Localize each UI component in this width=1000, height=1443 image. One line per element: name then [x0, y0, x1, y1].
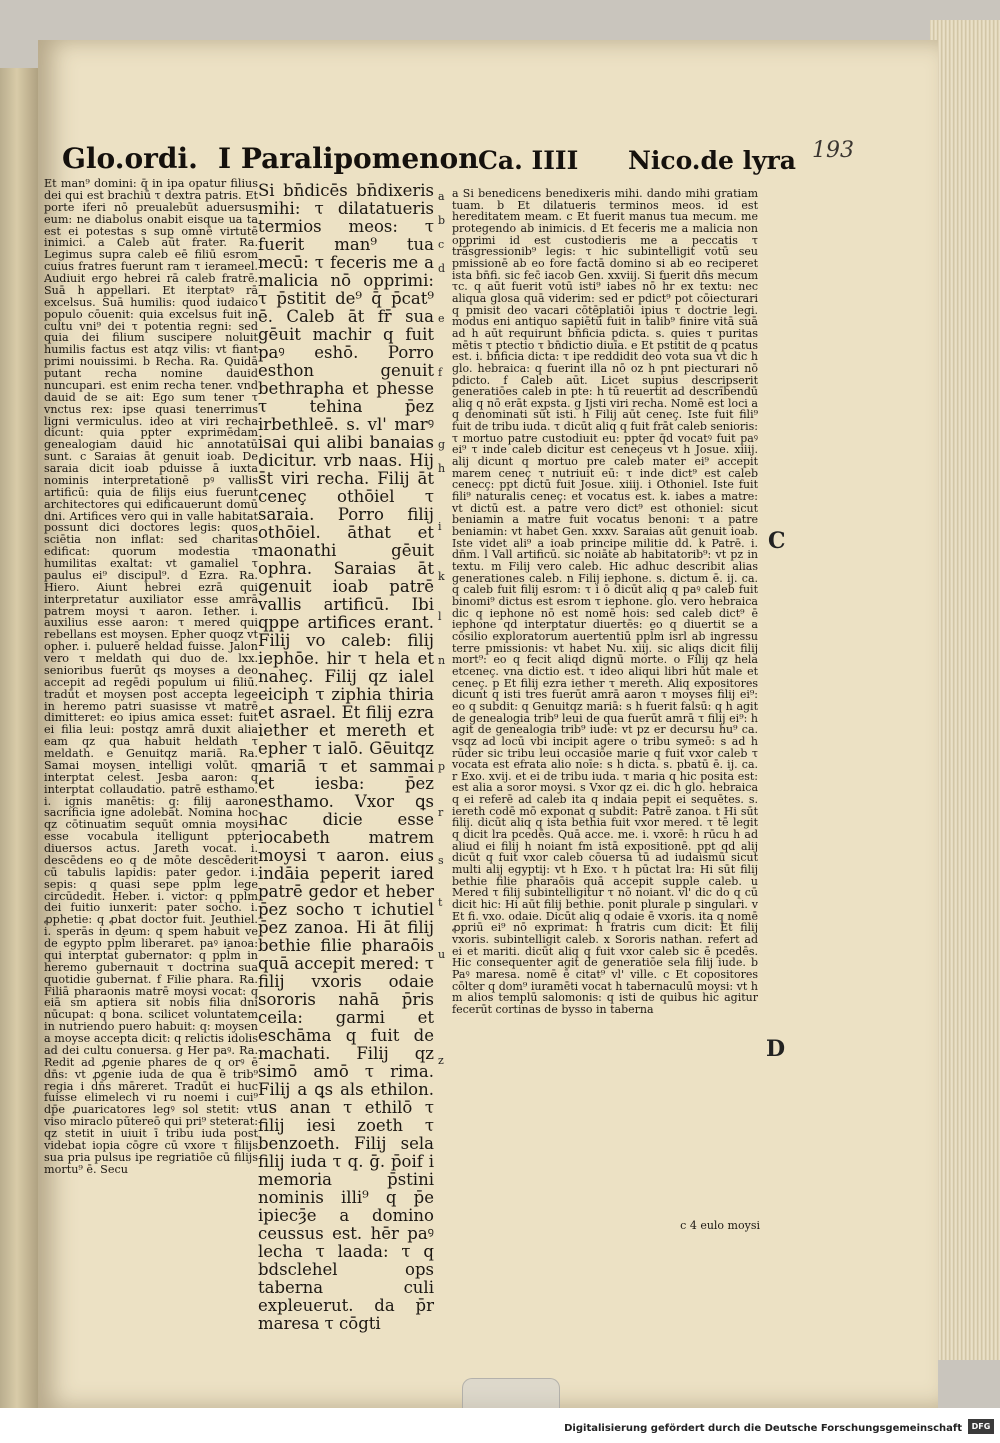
lyra-column: a Si benedicens benedixeris mihi. dando mihi gratiam tuam. b Et dilatueris terminos meos. id est hereditatem meam. c Et fuerit manus tua mecum. me protegendo ab inimicis. d Et feceris me a malicia non opprimi id est custodieris me a peccatis τ trāsgressionib⁹ legis: τ hic subintelligit votū seu pmissionē ab eo fore factā domino si ab eo reciperet ista bn̄fi. sic fec̄ iacob Gen. xxviij. Si fuerit dn̄s mecum τc. q aūt fuerit votū isti⁹ iabes nō h̄r ex textu: nec aliqua glosa quā viderim: sed er pdict⁹ pot cōiecturari q pmisit deo vacari cōtēplatiōi ipius τ doctrie legi. modus eni antiquo sapiētū fuit in talib⁹ finire vitā suā ad h aūt requirunt bn̄ficia pdicta. s. quies τ puritas mētis τ ptectio τ bn̄dictio diuīa. e Et pstitit de q pcatus est. i. bn̄ficia dicta: τ ipe reddidit deo vota sua vt dic h glo. hebraica: q fuerint illa nō oz h pnt piecturari nō pdicto. f Caleb aūt. Licet supius descripserit generatiōes caleb in pte: h tū reuertit ad descrībendū aliq q nō erāt expsta. g Ijsti viri recha. Nomē est loci a q denominati sūt isti. h Filij aūt ceneç. Iste fuit fili⁹ fuit de tribu iuda. τ dicūt aliq q fuit frāt caleb senioris: τ mortuo patre custodiuit eu: ppter q̄d vocatꝰ fuit paꝰ ei⁹ τ inde caleb dicitur est ceneçeus vt h Josue. xiiij. alij dicunt q mortuo pre caleb mater ei⁹ accepit marem ceneç τ nutriuit eū: τ inde dict⁹ est caleb cenecç: ppt dictū fuit Josue. xiiij. i Othoniel. Iste fuit fili⁹ naturalis ceneç: et vocatus est. k. iabes a matre: vt dictū est. a patre vero dict⁹ est othoniel: sicut beniamin a matre fuit vocatus benoni: τ a patre beniamin: vt habet Gen. xxxv. Saraias aūt genuit ioab. Iste videt ali⁹ a ioab principe militie dd. k Patrē. i. dn̄m. l Vall artificū. sic noiāte ab habitatorib⁹: vt pz in textu. m Filij vero caleb. Hic adhuc describit alias generationes caleb. n Filij iephone. s. dictum ē. ij. ca. q caleb fuit filij esrom: τ i ō dicūt aliq q paꝰ caleb fuit binomi⁹ dictus est esrom τ iephone. glo. vero hebraica dic q iephone nō est nomē hois: sed caleb dict⁹ ē iephone qd interptatur diuertēs: eo q diuertit se a cōsilio exploratorum auertentiū ppl̄m isrl ab ingressu terre pmissionis: vt habet Nu. xiij. sic aliqs dicit filij mort⁹: eo q fecit aliqd dignū morte. o Filij qz hela etceneç. vna dictio est. τ ideo aliqui libri hūt male et ceneç. p Et filij ezra iether τ mereth. Aliq expositores dicunt q isti tres fuerūt amrā aaron τ moyses filij ei⁹: eo q subdit: q Genuitqz mariā: s h fuerit falsū: q h agit de genealogia trib⁹ leui de qua fuerūt amrā τ filij ei⁹: h agit de genealogia trib⁹ iude: vt pz er decursu hu⁹ ca. vsqz ad locū vbi incipit agere o tribu symeō: s ad h rūder sic tribu leui occasiōe marie q fuit vxor caleb τ vocata est efrata alio noīe: s h dicta. s. pbatū ē. ij. ca. r Exo. xvij. et ei de tribu iuda. τ maria q hic posita est: est alia a soror moysi. s Vxor qz ei. dic h glo. hebraica q ei referē ad caleb ita q indaia pepit ei sequētes. s. iereth codē mō exponat q subdit: Patrē zanoa. t Hi sūt filij. dicūt aliq q ista bethia fuit vxor mered. τ tē legit q dicit lra pcedēs. Quā acce. me. i. vxorē: h rūcu h ad aliud ei filij h noiant fm istā expositionē. ppt qd alij dicūt q fuit vxor caleb cōuersa tū ad iudaismū sicut multi alij egyptij: vt h Exo. τ h pūctat lra: Hi sūt filij bethie filie pharaōis quā accepit supple caleb. u Mered τ filij subintelligitur τ nō noiant. vl' dic do q cū dicit hic: Hi aūt filij bethie. ponit plurale p singulari. v Et fi. vxo. odaie. Dicūt aliq q odaie ē vxoris. ita q nomē ꝓpriū ei⁹ nō exprimat: h fratris cum dicit: Et filij vxoris. subintelligit caleb. x Sororis nathan. refert ad ei et mariti. dicūt aliq q fuit vxor caleb sic ē pcedēs. Hic consequenter agit de generatiōe sela filij iude. b Paꝰ maresa. nomē ē citat⁹ vl' ville. c Et copositores cōlter q dom⁹ iuramēti vocat h tabernaculū moysi: vt h m alios templū salomonis: q isti de quibus hic agitur fecerūt cortinas de bysso in taberna — [452, 187, 758, 1016]
scripture-column: Si bn̄dicēs bn̄dixeris mihi: τ dilatatueris termios meos: τ fuerit man⁹ tua mecū: τ feceris me a malicia nō opprimi: τ p̄stitit de⁹ q̄ p̄cat⁹ ē. Caleb āt fr̄ sua gēuit machir q fuit paꝰ eshō. Porro esthon genuit bethrapha et phesse τ tehina p̄ez irbethleē. s. vl' marꝰ isai qui alibi banaias dicitur. vrb naas. Hij s̄t viri recha. Filij āt ceneç othōiel τ saraia. Porro filij othōiel. āthat et maonathi gēuit ophra. Saraias āt genuit ioab patrē vallis artificū. Ibi qppe artifices erant. Filij vo caleb: filij iephōe. hir τ hela et naheç. Filij qz ialel eiciph τ ziphia thiria et asrael. Et filij ezra iether et mereth et epher τ ialō. Gēuitqz mariā τ et sammai et iesba: p̄ez esthamo. Vxor ꝗs hac dicie esse iocabeth matrem moysi τ aaron. eius indāia peperit iared patrē gedor et heber p̄ez socho τ ichutiel p̄ez zanoa. Hi āt filij bethie filie pharaōis quā accepit mered: τ filij vxoris odaie sororis nahā p̄ris ceila: garmi et eschāma q fuit de machati. Filij qz simō amō τ rima. Filij a ꝗs als ethilon. us anan τ ethilō τ filij iesi zoeth τ benzoeth. Filij sela filij iuda τ q. ḡ. p̄oif i memoria p̄stini nominis illi⁹ q p̄e ipiecȝ̄e a domino ceussus est. hēr paꝰ lecha τ laada: τ q bdsclehel ops taberna culi expleuerut. da p̄r maresa τ cōgti — [258, 181, 434, 1334]
margin-mark-d: D — [766, 1036, 786, 1062]
margin-mark-c: C — [768, 528, 786, 554]
header-gloss-label: Glo.ordi. — [62, 142, 198, 175]
credit-text: Digitalisierung gefördert durch die Deutsche Forschungsgemeinschaft — [564, 1423, 962, 1434]
dfg-logo: DFG — [968, 1419, 994, 1434]
left-page-edge — [0, 68, 42, 1408]
header-book-title: I Paralipomenon — [218, 142, 479, 175]
folio-number: 193 — [812, 138, 854, 163]
header-author-label: Nico.de lyra — [628, 146, 796, 175]
right-page-edges — [930, 20, 1000, 1360]
signature-line: c 4 eulo moysi — [680, 1219, 760, 1232]
header-chapter-label: Ca. IIII — [478, 146, 579, 175]
gloss-column: Et man⁹ domini: q̄ in ipa opatur filius dei qui est brachiū τ dextra patris. Et porte iferi nō preualebūt aduersus eum: ne diabolus onabit eisque ua ta est ei potestas s sup omnē virtutē inimici. a Caleb aūt frater. Ra. Legimus supra caleb eē filiū esrom cuius fratres fuerunt ram τ ierameel. Audiuit ergo hebrei rā caleb fratrē. Suā h appellari. Et iterptatꝰ rā excelsus. Suā humilis: quod iudaico populo cōuenit: quia excelsus fuit in cultu vni⁹ dei τ potentia regni: sed quia dei filium suscipere noluit humilis factus est atqz vilis: vt fiant primi nouissimi. b Recha. Ra. Quidā putant recha nomine dauid nuncupari. est enim recha tener. vnd dauid de se ait: Ego sum tener τ vnctus rex: ipse quasi tenerrimus ligni vermiculus. ideo at viri recha dicunt: quia ppter exprimēdam genealogiam dauid hic annotatū sunt. c Saraias āt genuit ioab. De saraia dicit ioab pduisse ā iuxta nominis interpretationē pꝰ vallis artificū: quia de filijs eius fuerunt architectores qui edificauerunt domū dni. Artifices vero qui in valle habitat possunt dici doctores legis: quos sciētia non inflat: sed charitas edificat: quorum modestia τ humilitas exaltat: vt gamaliel τ paulus ei⁹ discipul⁹. d Ezra. Ra. Hiero. Aiunt hebrei ezrā qui interpretatur auxiliator esse amrā patrem moysi τ aaron. Iether. i. auxilius esse aaron: τ mered qui rebellans est moysen. Epher quoqz vt opher. i. puluerē heldad fuisse. Jalon vero τ meldath qui duo de. lxx. senioribus fuerūt qs moyses a deo accepit ad regēdi populum ui filiū. tradūt et moysen post accepta lege in heremo patri suasisse vt matrē dimitteret: eo ipius amica esset: fuit ei filia leui: postqz amrā duxit alia eam qz qua habuit heldath τ meldath. e Genuitqz mariā. Ra. Samai moysen intelligi volūt. q interptat celest̄. Jesba aaron: q interptat collaudatio. patrē esthamo. i. ignis manētis: q: filij aaron sacrificia igne adolebāt. Nomina hoc qz cōtinuatim sequūt omnia moysi esse vocabula itelligunt ppter diuersos actus. Jareth vocat. i. descēdens eo q de mōte descēderit cū tabulis lapidis: pater gedor. i. sepis: q quasi sepe ppl̄m lege circūdedit. Heber. i. victor: q ppl̄m dei fuitio iunxerit: pater socho. i. ꝓphetie: q ꝓbat doctor fuit. Jeuthiel. i. sperās in deum: q spem habuit ve de egypto ppl̄m liberaret. paꝰ ianoa: qui interptat gubernator: q ppl̄m in heremo gubernauit τ doctrina sua quotidie gubernat. f Filie phara. Ra. Filiā pharaonis matrē moysi vocat: q eiā sm aptiera sit nobis filia dni nūcupat: q bona. scilicet voluntatem in nutriendo puero habuit: q: moysen a moyse accepta dicit: q relictis idolis ad dei cultu conuersa. g Her paꝰ. Ra. Redit ad ꝓgenie phares de q orꝰ ē dn̄s: vt ꝓgenie iuda de qua ē trib⁹ regia i dn̄s māreret. Tradūt ei huc fuisse elimelech vi ru noemi i cui⁹ dp̄e ꝓuaricatores legꝰ sol stetit: vt viso miraclo pūtereō qui pri⁹ steterat: qz stetit in uiuit ī tribu iuda post videbat iopia cōgre cū vxore τ filijs sua pria pulsus ipe regriatiōe cū filijs mortu⁹ ē. Secu — [44, 177, 258, 1176]
page-scan: Glo.ordi. I Paralipomenon Ca. IIII Nico.de lyra 193 Et man⁹ domini: q̄ in ipa opatur filius dei qui est brachiū τ dextra patris. Et porte iferi nō preualebūt aduersus eum: ne diabolus onabit eisque ua ta est ei potestas s sup omnē virtutē inimici. a Caleb aūt frater. Ra. Legimus supra caleb eē filiū esrom cuius fratres fuerunt ram τ ierameel. Audiuit ergo hebrei rā caleb fratrē. Suā h appellari. Et iterptatꝰ rā excelsus. Suā humilis: quod iudaico populo cōuenit: quia excelsus fuit in cultu vni⁹ dei τ potentia regni: sed quia dei filium suscipere noluit humilis factus est atqz vilis: vt fiant primi nouissimi. b Recha. Ra. Quidā putant recha nomine dauid nuncupari. est enim recha tener. vnd dauid de se ait: Ego sum tener τ vnctus rex: ipse quasi tenerrimus ligni vermiculus. ideo at viri recha dicunt: quia ppter exprimēdam genealogiam dauid hic annotatū sunt. c Saraias āt genuit ioab. De saraia dicit ioab pduisse ā iuxta nominis interpretationē pꝰ vallis artificū: quia de filijs eius fuerunt architectores qui edificauerunt domū dni. Artifices vero qui in valle habitat possunt dici doctores legis: quos sciētia non inflat: sed charitas edificat: quorum modestia τ humilitas exaltat: vt gamaliel τ paulus ei⁹ discipul⁹. d Ezra. Ra. Hiero. Aiunt hebrei ezrā qui interpretatur auxiliator esse amrā patrem moysi τ aaron. Iether. i. auxilius esse aaron: τ mered qui rebellans est moysen. Epher quoqz vt opher. i. puluerē heldad fuisse. Jalon vero τ meldath qui duo de. lxx. senioribus fuerūt qs moyses a deo accepit ad regēdi populum ui filiū. tradūt et moysen post accepta lege in heremo patri suasisse vt matrē dimitteret: eo ipius amica esset: fuit ei filia leui: postqz amrā duxit alia eam qz qua habuit heldath τ meldath. e Genuitqz mariā. Ra. Samai moysen intelligi volūt. q interptat celest̄. Jesba aaron: q interptat collaudatio. patrē esthamo. i. ignis manētis: q: filij aaron sacrificia igne adolebāt. Nomina hoc qz cōtinuatim sequūt omnia moysi esse vocabula itelligunt ppter diuersos actus. Jareth vocat. i. descēdens eo q de mōte descēderit cū tabulis lapidis: pater gedor. i. sepis: q quasi sepe ppl̄m lege circūdedit. Heber. i. victor: q ppl̄m dei fuitio iunxerit: pater socho. i. ꝓphetie: q ꝓbat doctor fuit. Jeuthiel. i. sperās in deum: q spem habuit ve de egypto ppl̄m liberaret. paꝰ ianoa: qui interptat gubernator: q ppl̄m in heremo gubernauit τ doctrina sua quotidie gubernat. f Filie phara. Ra. Filiā pharaonis matrē moysi vocat: q eiā sm aptiera sit nobis filia dni nūcupat: q bona. scilicet voluntatem in nutriendo puero habuit: q: moysen a moyse accepta dicit: q relictis idolis ad dei cultu conuersa. g Her paꝰ. Ra. Redit ad ꝓgenie phares de q orꝰ ē dn̄s: vt ꝓgenie iuda de qua ē trib⁹ regia i dn̄s māreret. Tradūt ei huc fuisse elimelech vi ru noemi i cui⁹ dp̄e ꝓuaricatores legꝰ sol stetit: vt viso miraclo pūtereō qui pri⁹ steterat: qz stetit in uiuit ī tribu iuda post videbat iopia cōgre cū vxore τ filijs sua pria pulsus ipe regriatiōe cū filijs mortu⁹ ē. Secu Si bn̄dicēs bn̄dixeris mihi: τ dilatatueris termios meos: τ fuerit man⁹ tua mecū: τ feceris me a malicia nō opprimi: τ p̄stitit de⁹ q̄ p̄cat⁹ ē. Caleb āt fr̄ sua gēuit machir q fuit paꝰ eshō. Porro esthon genuit bethrapha et phesse τ tehina p̄ez irbethleē. s. vl' marꝰ isai qui alibi banaias dicitur. vrb naas. Hij s̄t viri recha. Filij āt ceneç othōiel τ saraia. Porro filij othōiel. āthat et maonathi gēuit ophra. Saraias āt genuit ioab patrē vallis artificū. Ibi qppe artifices erant. Filij vo caleb: filij iephōe. hir τ hela et naheç. Filij qz ialel eiciph τ ziphia thiria et asrael. Et filij ezra iether et mereth et epher τ ialō. Gēuitqz mariā τ et sammai et iesba: p̄ez esthamo. Vxor ꝗs hac dicie esse iocabeth matrem moysi τ aaron. eius indāia peperit iared patrē gedor et heber p̄ez socho τ ichutiel p̄ez zanoa. Hi āt filij bethie filie pharaōis quā accepit mered: τ filij vxoris odaie sororis nahā p̄ris ceila: garmi et eschāma q fuit de machati. Filij qz simō amō τ rima. Filij a ꝗs als ethilon. us anan τ ethilō τ filij iesi zoeth τ benzoeth. Filij sela filij iuda τ q. ḡ. p̄oif i memoria p̄stini nominis illi⁹ q p̄e ipiecȝ̄e a domino ceussus est. hēr paꝰ lecha τ laada: τ q bdsclehel ops taberna culi expleuerut. da p̄r maresa τ cōgti a b c d e f g h i k l n p r s t u z a Si benedicens benedixeris mihi. dando mihi gratiam tuam. b Et dilatueris terminos meos. id est hereditatem meam. c Et fuerit manus tua mecum. me protegendo ab inimicis. d Et feceris me a malicia non opprimi id est custodieris me a peccatis τ trāsgressionib⁹ legis: τ hic subintelligit votū seu pmissionē ab eo fore factā domino si ab eo reciperet ista bn̄fi. sic fec̄ iacob Gen. xxviij. Si fuerit dn̄s mecum τc. q aūt fuerit votū isti⁹ iabes nō h̄r ex textu: nec aliqua glosa quā viderim: sed er pdict⁹ pot cōiecturari q pmisit deo vacari cōtēplatiōi ipius τ doctrie legi. modus eni antiquo sapiētū fuit in talib⁹ finire vitā suā ad h aūt requirunt bn̄ficia pdicta. s. quies τ puritas mētis τ ptectio τ bn̄dictio diuīa. e Et pstitit de q pcatus est. i. bn̄ficia dicta: τ ipe reddidit deo vota sua vt dic h glo. hebraica: q fuerint illa nō oz h pnt piecturari nō pdicto. f Caleb aūt. Licet supius descripserit generatiōes caleb in pte: h tū reuertit ad descrībendū aliq q nō erāt expsta. g Ijsti viri recha. Nomē est loci a q denominati sūt isti. h Filij aūt ceneç. Iste fuit fili⁹ fuit de tribu iuda. τ dicūt aliq q fuit frāt caleb senioris: τ mortuo patre custodiuit eu: ppter q̄d vocatꝰ fuit paꝰ ei⁹ τ inde caleb dicitur est ceneçeus vt h Josue. xiiij. alij dicunt q mortuo pre caleb mater ei⁹ accepit marem ceneç τ nutriuit eū: τ inde dict⁹ est caleb cenecç: ppt dictū fuit Josue. xiiij. i Othoniel. Iste fuit fili⁹ naturalis ceneç: et vocatus est. k. iabes a matre: vt dictū est. a patre vero dict⁹ est othoniel: sicut beniamin a matre fuit vocatus benoni: τ a patre beniamin: vt habet Gen. xxxv. Saraias aūt genuit ioab. Iste videt ali⁹ a ioab principe militie dd. k Patrē. i. dn̄m. l Vall artificū. sic noiāte ab habitatorib⁹: vt pz in textu. m Filij vero caleb. Hic adhuc describit alias generationes caleb. n Filij iephone. s. dictum ē. ij. ca. q caleb fuit filij esrom: τ i ō dicūt aliq q paꝰ caleb fuit binomi⁹ dictus est esrom τ iephone. glo. vero hebraica dic q iephone nō est nomē hois: sed caleb dict⁹ ē iephone qd interptatur diuertēs: eo q diuertit se a cōsilio exploratorum auertentiū ppl̄m isrl ab ingressu terre pmissionis: vt habet Nu. xiij. sic aliqs dicit filij mort⁹: eo q fecit aliqd dignū morte. o Filij qz hela etceneç. vna dictio est. τ ideo aliqui libri hūt male et ceneç. p Et filij ezra iether τ mereth. Aliq expositores dicunt q isti tres fuerūt amrā aaron τ moyses filij ei⁹: eo q subdit: q Genuitqz mariā: s h fuerit falsū: q h agit de genealogia trib⁹ leui de qua fuerūt amrā τ filij ei⁹: h agit de genealogia trib⁹ iude: vt pz er decursu hu⁹ ca. vsqz ad locū vbi incipit agere o tribu symeō: s ad h rūder sic tribu leui occasiōe marie q fuit vxor caleb τ vocata est efrata alio noīe: s h dicta. s. pbatū ē. ij. ca. r Exo. xvij. et ei de tribu iuda. τ maria q hic posita est: est alia a soror moysi. s Vxor qz ei. dic h glo. hebraica q ei referē ad caleb ita q indaia pepit ei sequētes. s. iereth codē mō exponat q subdit: Patrē zanoa. t Hi sūt filij. dicūt aliq q ista bethia fuit vxor mered. τ tē legit q dicit lra pcedēs. Quā acce. me. i. vxorē: h rūcu h ad aliud ei filij h noiant fm istā expositionē. ppt qd alij dicūt q fuit vxor caleb cōuersa tū ad iudaismū sicut multi alij egyptij: vt h Exo. τ h pūctat lra: Hi sūt filij bethie filie pharaōis quā accepit supple caleb. u Mered τ filij subintelligitur τ nō noiant. vl' dic do q cū dicit hic: Hi aūt filij bethie. ponit plurale p singulari. v Et fi. vxo. odaie. Dicūt aliq q odaie ē vxoris. ita q nomē ꝓpriū ei⁹ nō exprimat: h fratris cum dicit: Et filij vxoris. subintelligit caleb. x Sororis nathan. refert ad ei et mariti. dicūt aliq q fuit vxor caleb sic ē pcedēs. Hic consequenter agit de generatiōe sela filij iude. b Paꝰ maresa. nomē ē citat⁹ vl' ville. c Et copositores cōlter q dom⁹ iuramēti vocat h tabernaculū moysi: vt h m alios templū salomonis: q isti de quibus hic agitur fecerūt cortinas de bysso in taberna c 4 eulo moysi C D Digitalisierung gefördert durch die Deutsche Forschungsgemeinschaft DFG — [0, 0, 1000, 1443]
